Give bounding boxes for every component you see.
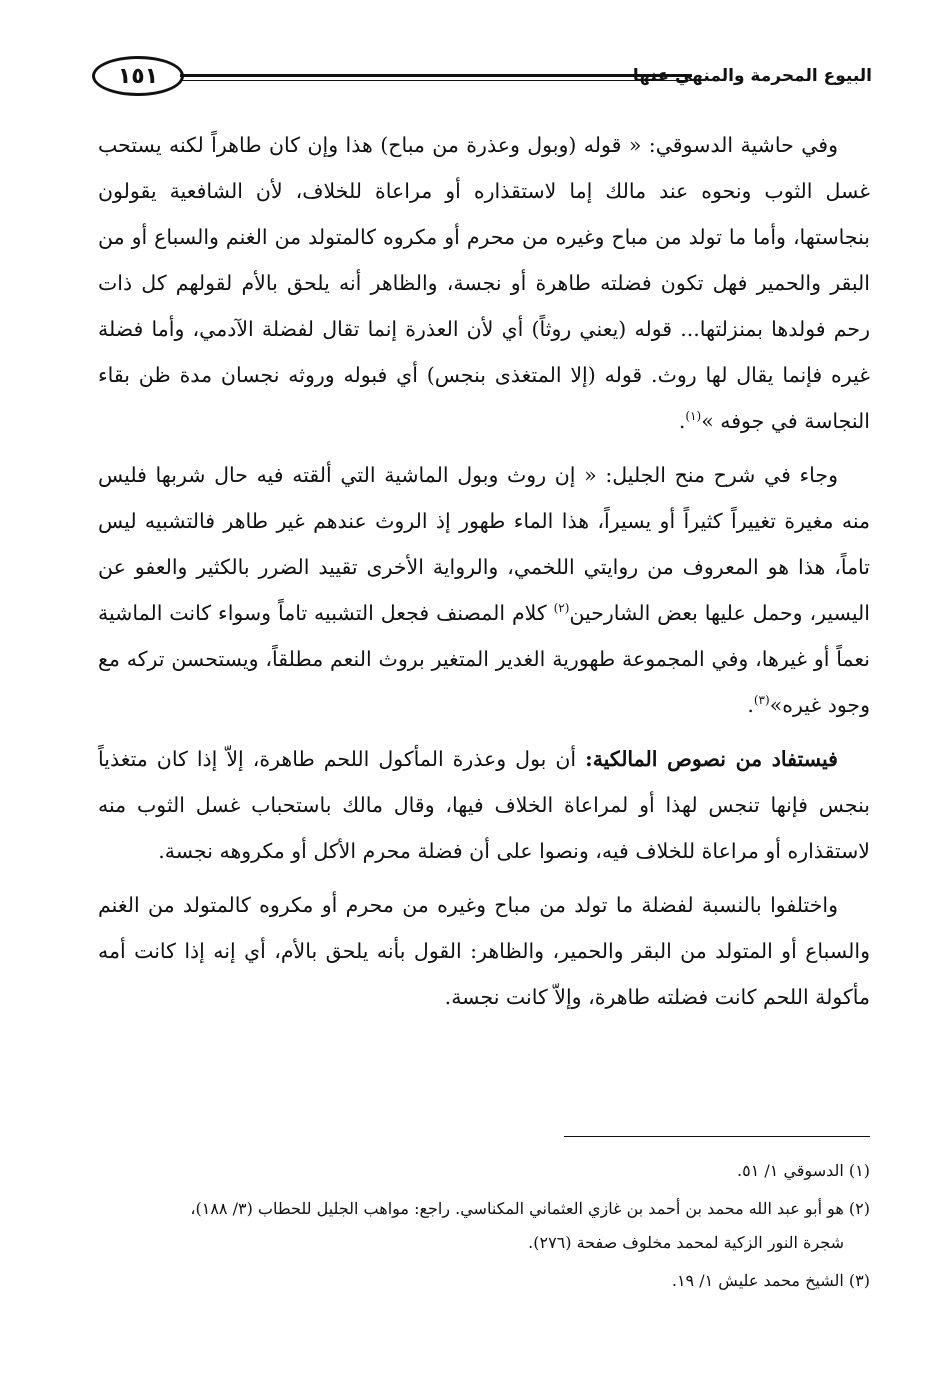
footnote-3 (98, 1264, 870, 1298)
paragraph-tail: كلام المصنف فجعل التشبيه تاماً وسواء كانت الماشية نعماً أو غيرها، وفي المجموعة طهورية الغدير المتغير بروث النعم مطلقاً، ويستحسن تركه مع وجود غيره» (98, 601, 870, 717)
footnote-text: (٣) الشيخ محمد عليش ١/ ١٩. (671, 1271, 870, 1290)
paragraph-tail: . (678, 409, 686, 433)
paragraph-text: وجاء في شرح منح الجليل: « إن روث وبول الماشية التي ألقته فيه حال شربها فليس منه مغيرة تغييراً كثيراً أو يسيراً، هذا الماء طهور إذ الروث عندهم غير طاهر فالتشبيه ليس تاماً، هذا هو المعروف من روايتي اللخمي، والرواية الأخرى تقييد الضرر بالكثير والعفو عن اليسير، وحمل عليها بعض الشارحين (98, 463, 870, 625)
paragraph-1 (98, 122, 870, 444)
footnote-text: (٢) هو أبو عبد الله محمد بن أحمد بن غازي العثماني المكناسي. راجع: مواهب الجليل للحطاب (٣/ ١٨٨)، (190, 1199, 870, 1218)
footnote-separator (564, 1136, 870, 1137)
footnote-text: (١) الدسوقي ١/ ٥١. (737, 1161, 870, 1180)
paragraph-tail: . (747, 693, 754, 717)
page-number: ١٥١ (92, 56, 184, 96)
footnote-ref: (٣) (753, 693, 770, 708)
footnote-1 (98, 1154, 870, 1188)
footnote-ref: (١) (685, 409, 702, 424)
paragraph-4 (98, 882, 870, 1020)
paragraph-text: وفي حاشية الدسوقي: « قوله (وبول وعذرة من مباح) هذا وإن كان طاهراً لكنه يستحب غسل الثوب ونحوه عند مالك إما لاستقذاره أو مراعاة للخلاف، لأن الشافعية يقولون بنجاستها، وأما ما تولد من مباح وغيره من محرم أو مكروه كالمتولد من الغنم والسباع أو من البقر والحمير فهل تكون فضلته طاهرة أو نجسة، والظاهر أنه يلحق بالأم لقولهم كل ذات رحم فولدها بمنزلتها... قوله (يعني روثاً) أي لأن العذرة إنما تقال لفضلة الآدمي، وأما فضلة غيره فإنما يقال لها روث. قوله (إلا المتغذى بنجس) أي فبوله وروثه نجسان مدة ظن بقاء النجاسة في جوفه » (98, 133, 870, 433)
page-header (92, 50, 872, 106)
paragraph-3 (98, 736, 870, 874)
paragraph-2 (98, 452, 870, 728)
footnote-continuation: شجرة النور الزكية لمحمد مخلوف صفحة (٢٧٦). (528, 1233, 844, 1252)
main-text (98, 122, 870, 1028)
footnote-ref: (٢) (553, 601, 570, 616)
header-rule (180, 74, 692, 81)
paragraph-text: واختلفوا بالنسبة لفضلة ما تولد من مباح وغيره من محرم أو مكروه كالمتولد من الغنم والسباع أو المتولد من البقر والحمير، والظاهر: القول بأنه يلحق بالأم، أي إنه إذا كانت أمه مأكولة اللحم كانت فضلته طاهرة، وإلاّ كانت نجسة. (98, 893, 870, 1009)
footnotes (98, 1154, 870, 1302)
paragraph-lead: فيستفاد من نصوص المالكية: (585, 747, 838, 771)
paragraph-text: أن بول وعذرة المأكول اللحم طاهرة، إلاّ إذا كان متغذياً بنجس فإنها تنجس لهذا أو لمراعاة الخلاف فيها، وقال مالك باستحباب غسل الثوب منه لاستقذاره أو مراعاة للخلاف فيه، ونصوا على أن فضلة محرم الأكل أو مكروهه نجسة. (98, 747, 870, 863)
footnote-2 (98, 1192, 870, 1260)
running-title: البيوع المحرمة والمنهي عنها (632, 66, 872, 86)
